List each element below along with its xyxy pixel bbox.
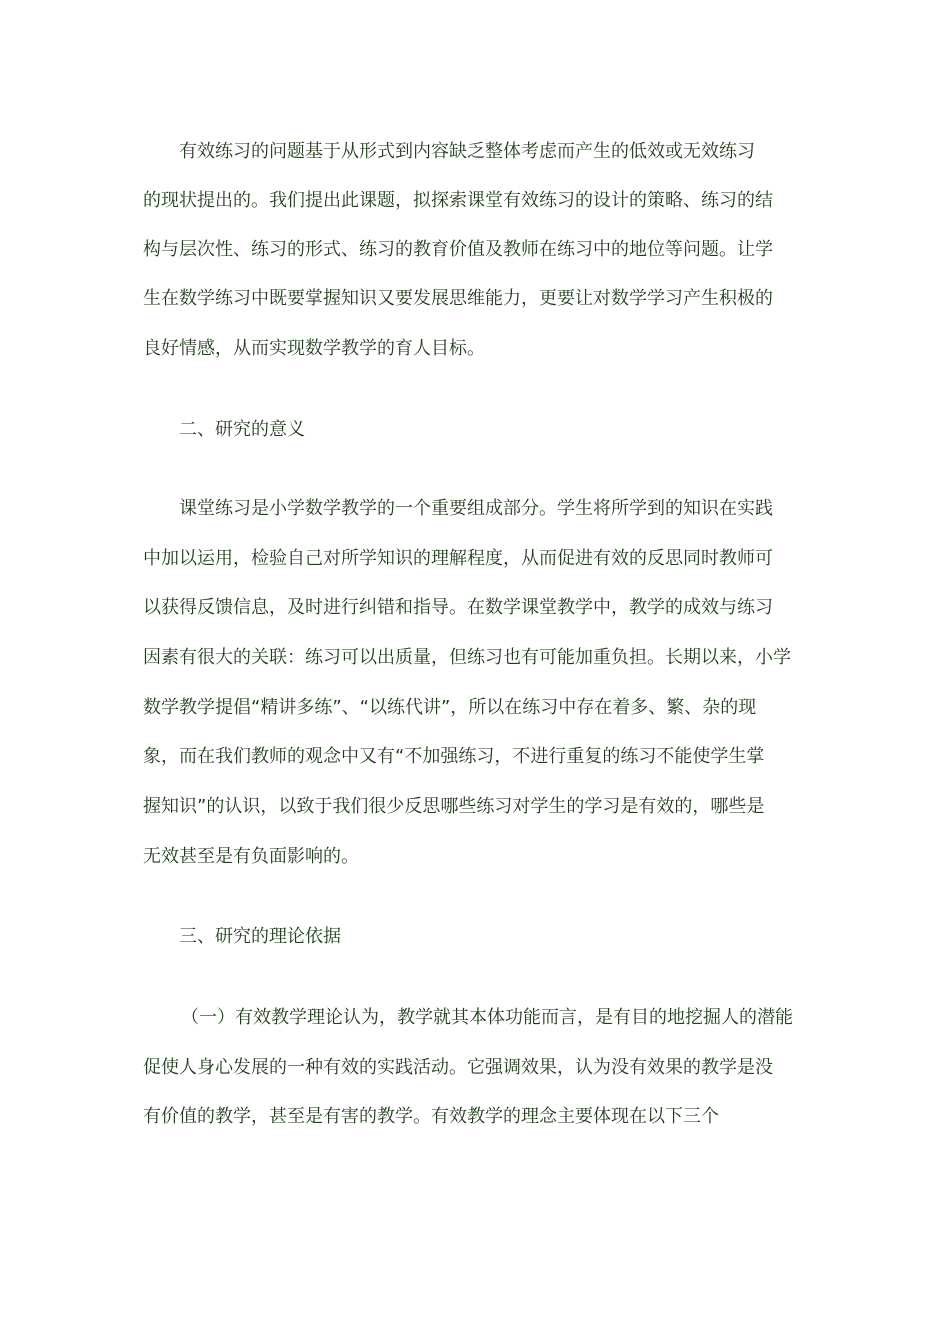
paragraph-3-line-3: 有价值的教学，甚至是有害的教学。有效教学的理念主要体现在以下三个 — [143, 1106, 719, 1127]
paragraph-1-line-3: 构与层次性、练习的形式、练习的教育价值及教师在练习中的地位等问题。让学 — [143, 239, 773, 260]
section-heading-2: 二、研究的意义 — [179, 419, 305, 440]
paragraph-2-line-5: 数学教学提倡“精讲多练”、“以练代讲”，所以在练习中存在着多、繁、杂的现 — [143, 697, 757, 718]
paragraph-1-line-5: 良好情感，从而实现数学教学的育人目标。 — [143, 338, 485, 359]
paragraph-2-line-2: 中加以运用，检验自己对所学知识的理解程度，从而促进有效的反思同时教师可 — [143, 548, 773, 569]
paragraph-2-line-1: 课堂练习是小学数学教学的一个重要组成部分。学生将所学到的知识在实践 — [179, 498, 773, 519]
paragraph-1-line-4: 生在数学练习中既要掌握知识又要发展思维能力，更要让对数学学习产生积极的 — [143, 288, 773, 309]
paragraph-3-line-2: 促使人身心发展的一种有效的实践活动。它强调效果，认为没有效果的教学是没 — [143, 1057, 773, 1078]
paragraph-2-line-6: 象，而在我们教师的观念中又有“不加强练习，不进行重复的练习不能使学生掌 — [143, 746, 765, 767]
paragraph-2-line-4: 因素有很大的关联：练习可以出质量，但练习也有可能加重负担。长期以来，小学 — [143, 647, 791, 668]
paragraph-3-line-1: （一）有效教学理论认为，教学就其本体功能而言，是有目的地挖掘人的潜能 — [181, 1007, 793, 1028]
paragraph-1-line-1: 有效练习的问题基于从形式到内容缺乏整体考虑而产生的低效或无效练习 — [179, 141, 755, 162]
section-heading-3: 三、研究的理论依据 — [179, 926, 341, 947]
paragraph-2-line-8: 无效甚至是有负面影响的。 — [143, 846, 359, 867]
paragraph-1-line-2: 的现状提出的。我们提出此课题，拟探索课堂有效练习的设计的策略、练习的结 — [143, 190, 773, 211]
paragraph-2-line-7: 握知识”的认识，以致于我们很少反思哪些练习对学生的学习是有效的，哪些是 — [143, 796, 765, 817]
paragraph-2-line-3: 以获得反馈信息，及时进行纠错和指导。在数学课堂教学中，教学的成效与练习 — [143, 597, 773, 618]
